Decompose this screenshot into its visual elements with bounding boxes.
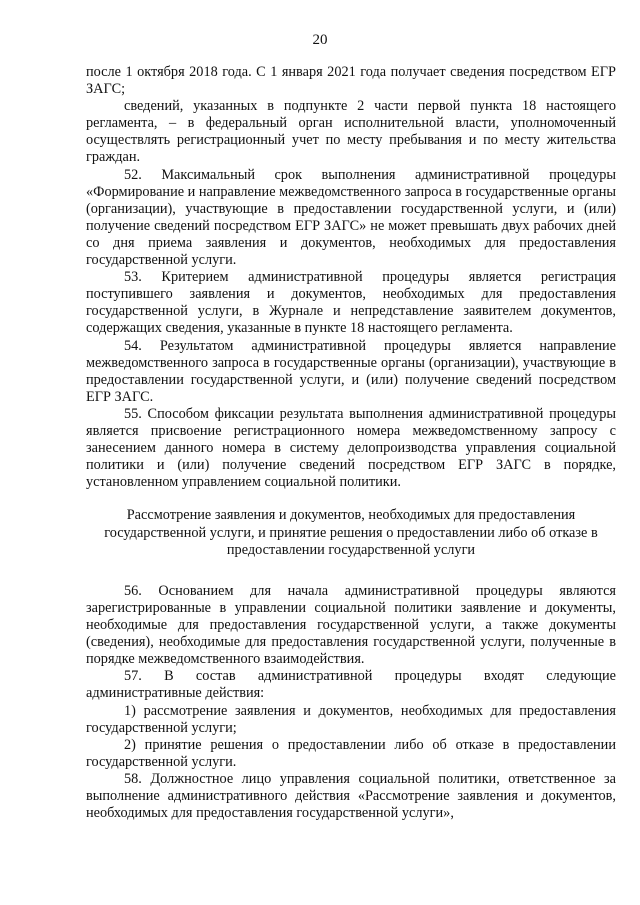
paragraph-55: 55. Способом фиксации результата выполнения административной процедуры является присвоение регистрационного номера межведомственному запросу с занесением данного номера в систему делопроизводства управления социальной политики и (или) получение сведений посредством ЕГР ЗАГС в порядке, установленном управлением социальной политики. — [86, 405, 616, 491]
paragraph-continuation: после 1 октября 2018 года. С 1 января 2021 года получает сведения посредством ЕГР ЗАГС; — [86, 64, 616, 98]
list-item-2: 2) принятие решения о предоставлении либо об отказе в предоставлении государственной услуги. — [86, 736, 616, 770]
list-item-1: 1) рассмотрение заявления и документов, необходимых для предоставления государственной услуги; — [86, 702, 616, 736]
paragraph-recipient-federal-organ: сведений, указанных в подпункте 2 части первой пункта 18 настоящего регламента, – в федеральный орган исполнительной власти, уполномоченный осуществлять регистрационный учет по месту пребывания и по месту жительства граждан. — [86, 98, 616, 166]
section-heading: Рассмотрение заявления и документов, необходимых для предоставления государственной услуги, и принятие решения о предоставлении либо об отказе в предоставлении государственной услуги — [104, 507, 598, 559]
paragraph-58: 58. Должностное лицо управления социальной политики, ответственное за выполнение административного действия «Рассмотрение заявления и документов, необходимых для предоставления государственной услуги», — [86, 770, 616, 822]
paragraph-52: 52. Максимальный срок выполнения административной процедуры «Формирование и направление межведомственного запроса в государственные органы (организации), участвующие в предоставлении государственной услуги, и (или) получение сведений посредством ЕГР ЗАГС» не может превышать двух рабочих дней со дня приема заявления и документов, необходимых для предоставления государственной услуги. — [86, 166, 616, 269]
page-number: 20 — [312, 32, 328, 48]
paragraph-56: 56. Основанием для начала административной процедуры являются зарегистрированные в управлении социальной политики заявление и документы, необходимые для предоставления государственной услуги, а также документы (сведения), необходимые для предоставления государственной услуги, полученные в порядке межведомственного взаимодействия. — [86, 582, 616, 668]
paragraph-54: 54. Результатом административной процедуры является направление межведомственного запроса в государственные органы (организации), участвующие в предоставлении государственной услуги, и (или) получение сведений посредством ЕГР ЗАГС. — [86, 337, 616, 405]
document-body — [86, 64, 616, 822]
paragraph-57: 57. В состав административной процедуры входят следующие административные действия: — [86, 668, 616, 702]
paragraph-53: 53. Критерием административной процедуры является регистрация поступившего заявления и документов, необходимых для предоставления государственной услуги, в Журнале и непредставление заявителем документов, содержащих сведения, указанные в пункте 18 настоящего регламента. — [86, 269, 616, 337]
